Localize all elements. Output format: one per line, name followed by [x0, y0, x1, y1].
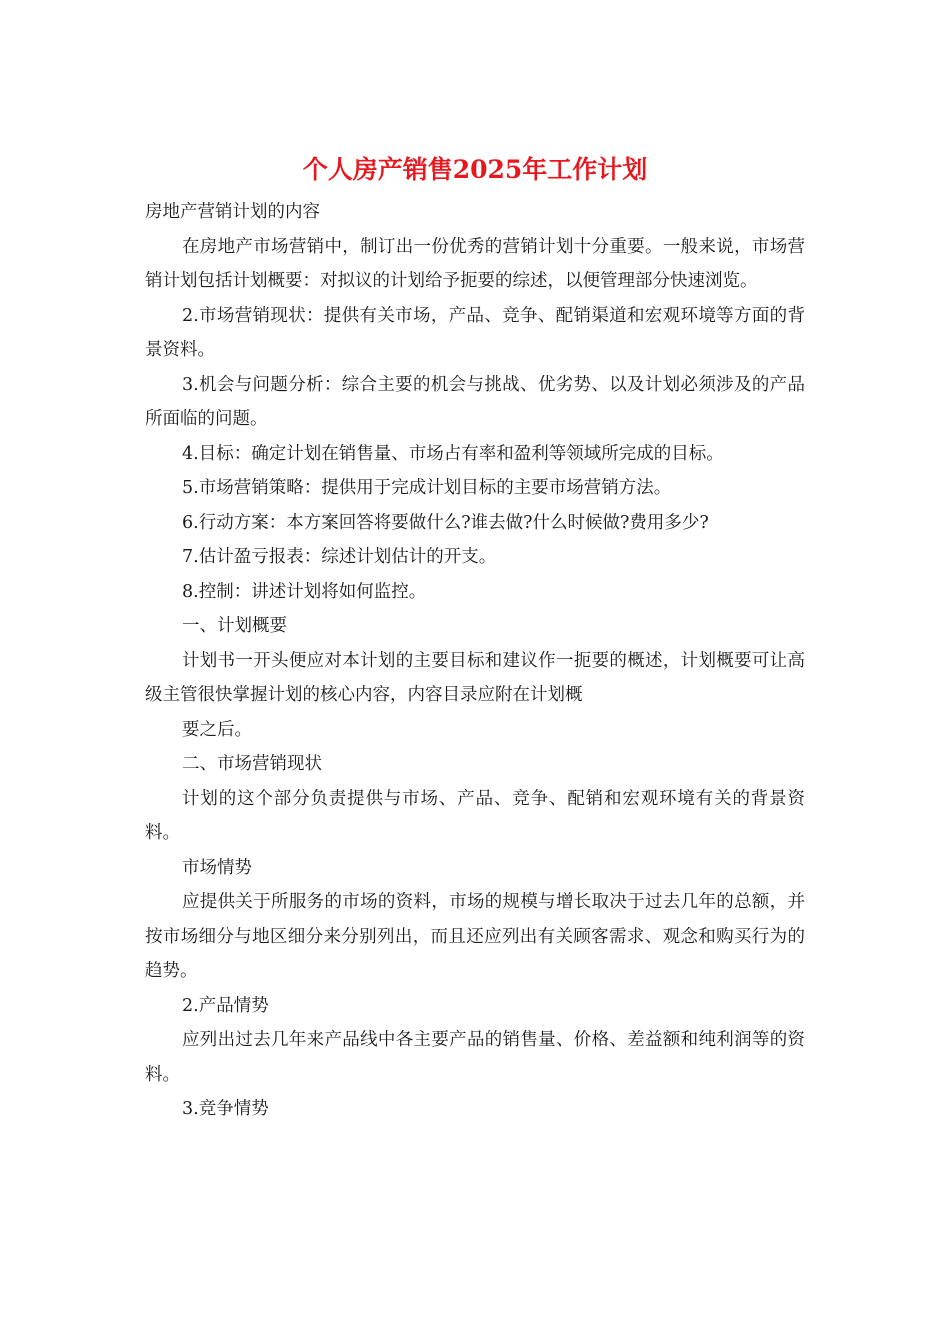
paragraph: 应提供关于所服务的市场的资料，市场的规模与增长取决于过去几年的总额，并按市场细分与地区细分来分别列出，而且还应列出有关顾客需求、观念和购买行为的趋势。: [145, 892, 805, 981]
subsection-heading: 2.产品情势: [182, 995, 269, 1016]
paragraph: 计划书一开头便应对本计划的主要目标和建议作一扼要的概述，计划概要可让高级主管很快掌握计划的核心内容，内容目录应附在计划概: [145, 650, 805, 705]
paragraph: 应列出过去几年来产品线中各主要产品的销售量、价格、差益额和纯利润等的资料。: [145, 1030, 805, 1085]
paragraph: 2.市场营销现状：提供有关市场，产品、竞争、配销渠道和宏观环境等方面的背景资料。: [145, 305, 805, 360]
paragraph: 在房地产市场营销中，制订出一份优秀的营销计划十分重要。一般来说，市场营销计划包括计划概要：对拟议的计划给予扼要的综述，以便管理部分快速浏览。: [145, 236, 805, 291]
paragraph: 8.控制：讲述计划将如何监控。: [182, 581, 427, 602]
paragraph-heading: 房地产营销计划的内容: [145, 202, 320, 222]
subsection-heading: 市场情势: [182, 857, 252, 878]
subsection-heading: 3.竞争情势: [182, 1099, 269, 1119]
paragraph: 要之后。: [182, 719, 252, 740]
document-title: 个人房产销售2025年工作计划: [302, 155, 648, 184]
section-heading: 一、计划概要: [182, 616, 287, 636]
paragraph: 7.估计盈亏报表：综述计划估计的开支。: [182, 547, 497, 567]
document-body: [145, 195, 805, 1127]
paragraph: 6.行动方案：本方案回答将要做什么?谁去做?什么时候做?费用多少?: [182, 512, 709, 533]
paragraph: 4.目标：确定计划在销售量、市场占有率和盈利等领域所完成的目标。: [182, 443, 724, 464]
section-heading: 二、市场营销现状: [182, 754, 322, 774]
paragraph: 计划的这个部分负责提供与市场、产品、竞争、配销和宏观环境有关的背景资料。: [145, 788, 805, 843]
paragraph: 5.市场营销策略：提供用于完成计划目标的主要市场营销方法。: [182, 478, 672, 498]
paragraph: 3.机会与问题分析：综合主要的机会与挑战、优劣势、以及计划必须涉及的产品所面临的问题。: [145, 374, 805, 429]
